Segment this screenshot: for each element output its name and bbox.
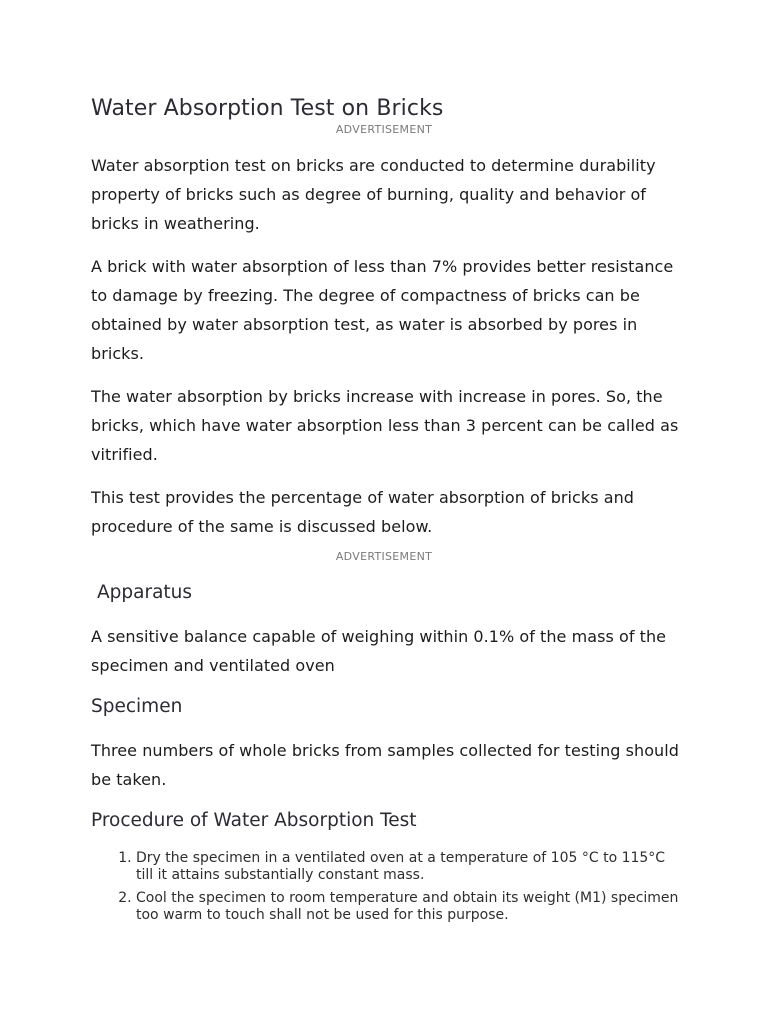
procedure-step: 1. Dry the specimen in a ventilated oven at a temperature of 105 °C to 115°C till it attains substantially constant mass. [136,850,681,883]
page-title: Water Absorption Test on Bricks [91,96,444,121]
intro-paragraph: A brick with water absorption of less than 7% provides better resistance to damage by freezing. The degree of compactness of bricks can be obtained by water absorption test, as water is absorbed by pores in bricks. [91,257,674,363]
intro-paragraph: The water absorption by bricks increase with increase in pores. So, the bricks, which have water absorption less than 3 percent can be called as vitrified. [91,387,679,464]
advertisement-label: ADVERTISEMENT [335,550,433,563]
advertisement-label: ADVERTISEMENT [335,123,433,136]
apparatus-section [91,580,681,680]
intro-paragraph: Water absorption test on bricks are conducted to determine durability property of bricks such as degree of burning, quality and behavior of bricks in weathering. [91,156,656,233]
apparatus-text: A sensitive balance capable of weighing within 0.1% of the mass of the specimen and ventilated oven [91,627,667,675]
apparatus-heading: Apparatus [97,582,193,603]
specimen-heading: Specimen [91,696,183,717]
procedure-section [91,808,681,923]
procedure-step: 2. Cool the specimen to room temperature and obtain its weight (M1) specimen too warm to touch shall not be used for this purpose. [136,890,681,923]
procedure-heading: Procedure of Water Absorption Test [91,810,417,831]
procedure-steps-list [91,850,681,923]
article [91,95,681,930]
specimen-text: Three numbers of whole bricks from samples collected for testing should be taken. [91,741,679,789]
specimen-section [91,694,681,794]
intro-paragraph: This test provides the percentage of water absorption of bricks and procedure of the same is discussed below. [91,488,634,536]
